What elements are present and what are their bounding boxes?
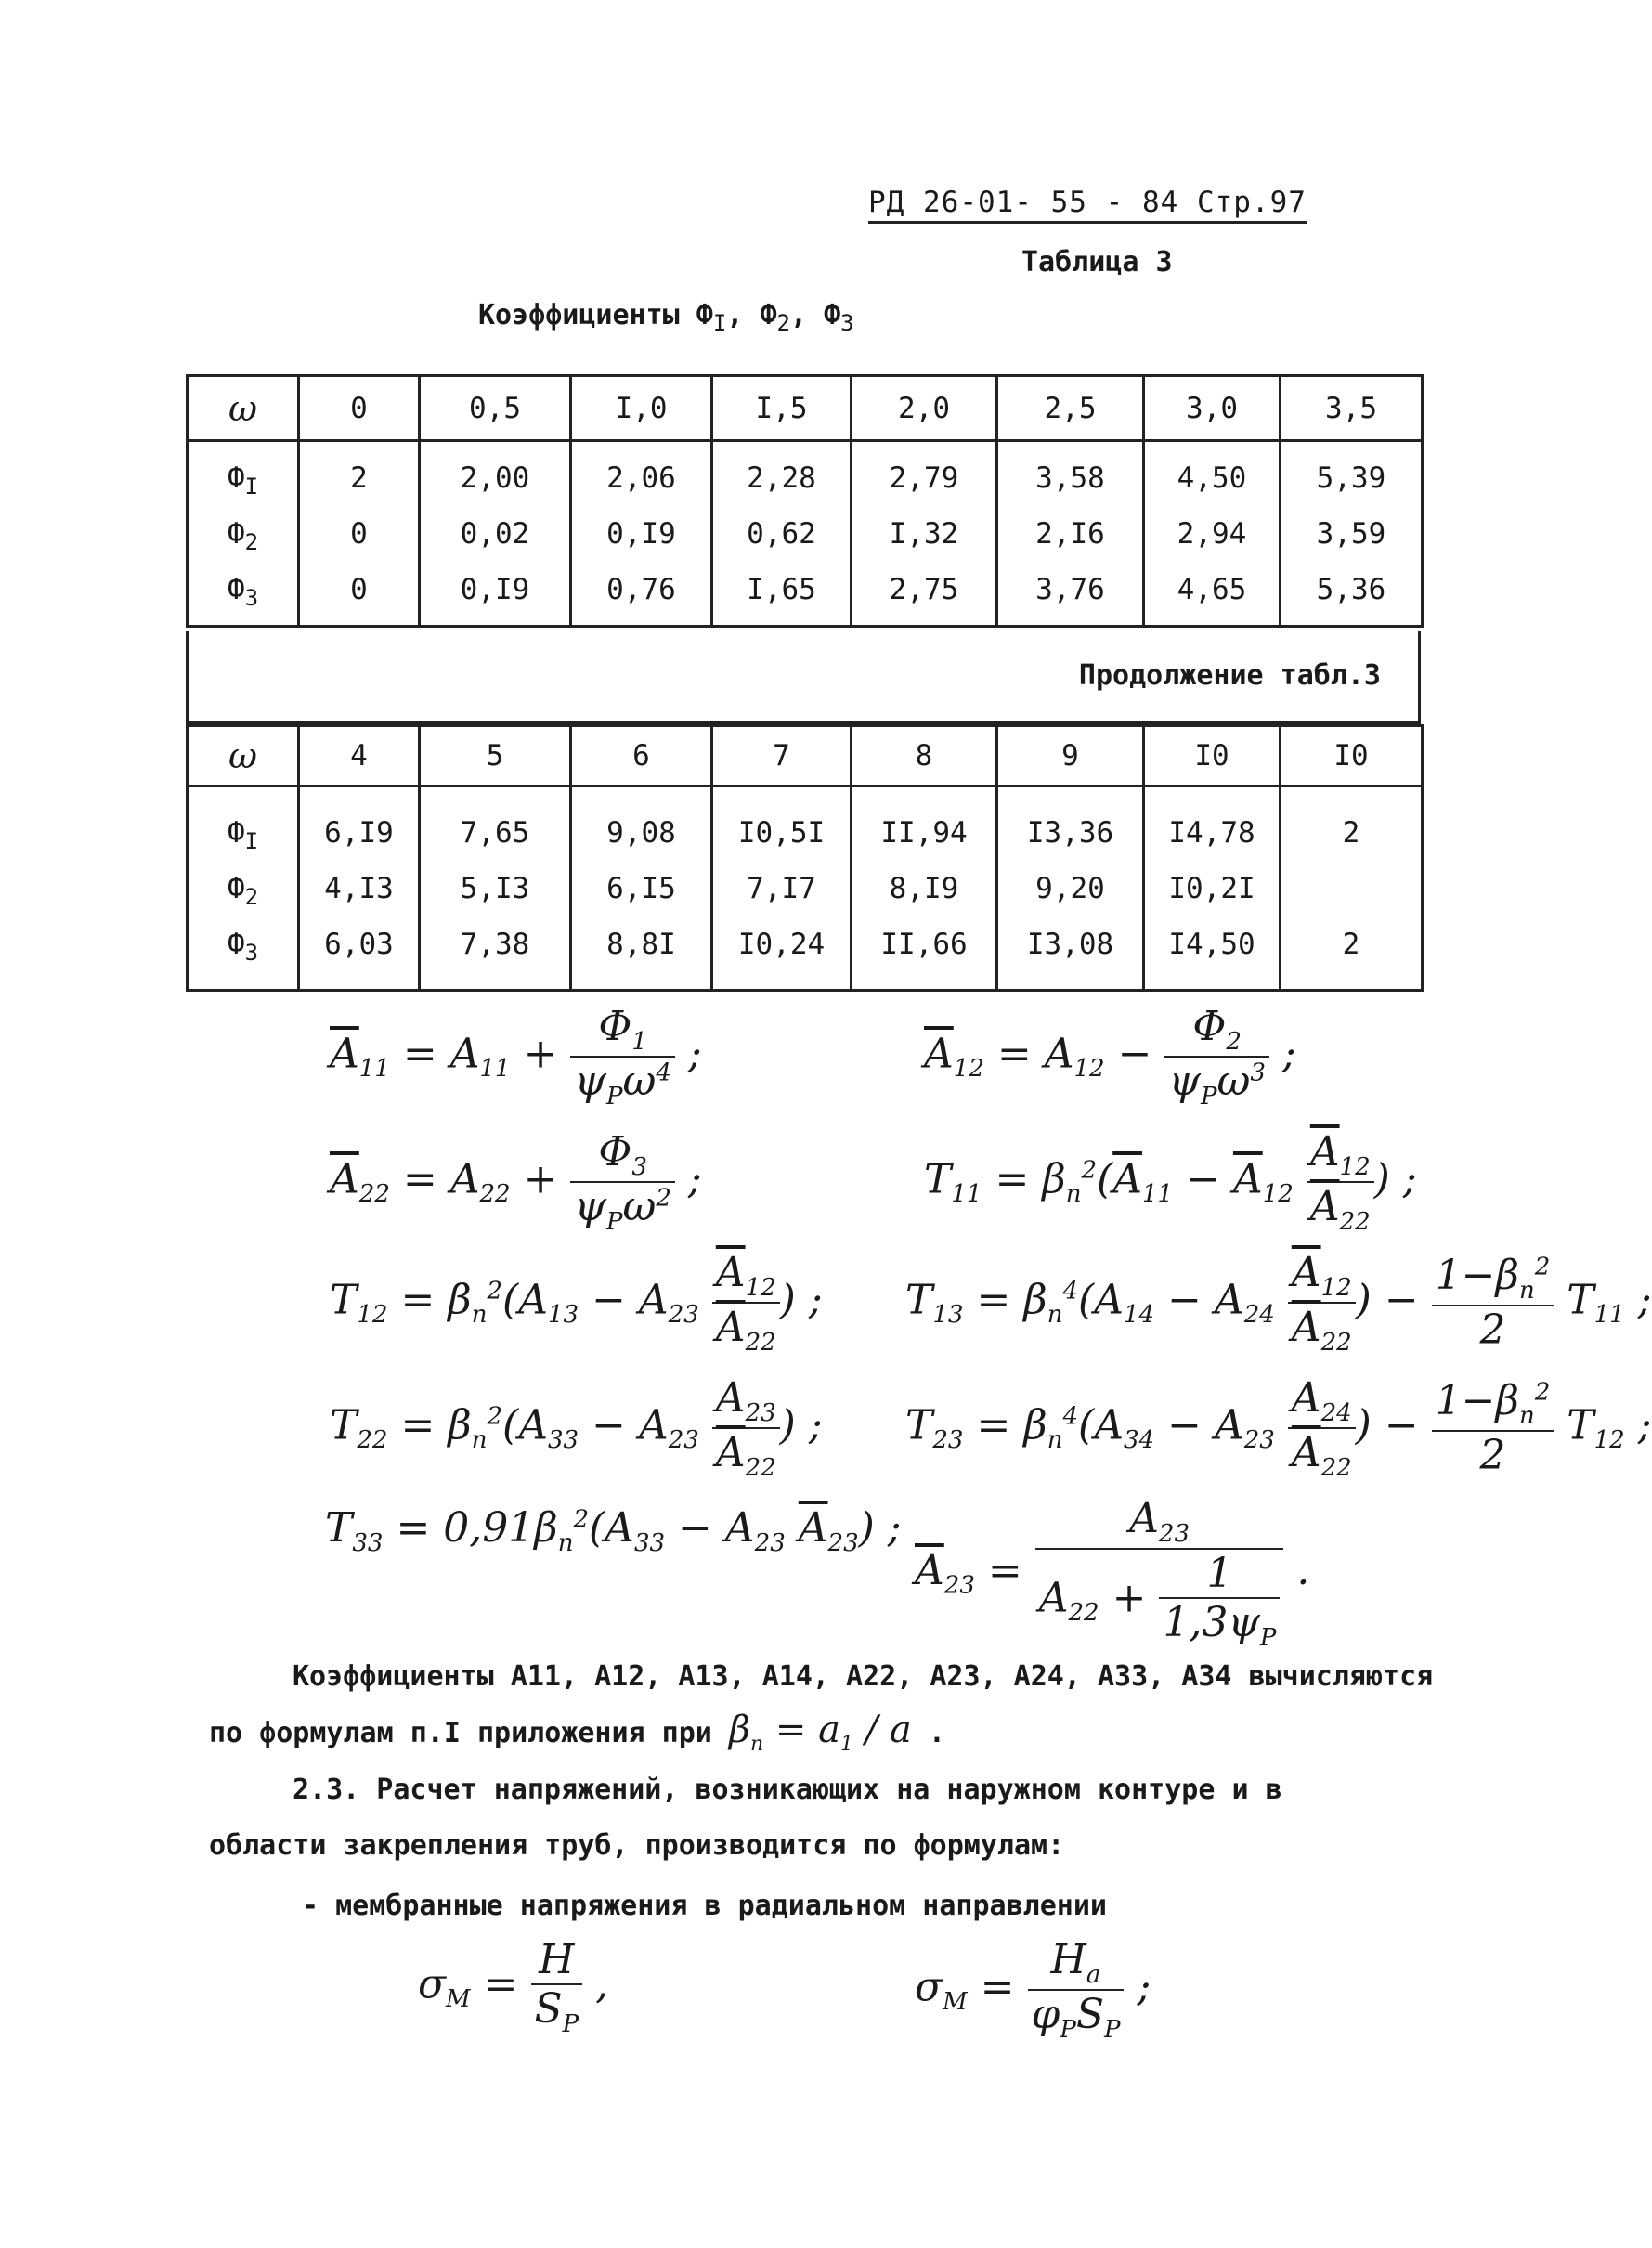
table-body-row (188, 786, 1423, 991)
column-header: 8 (852, 726, 997, 786)
value-cell: 2,79 I,32 2,75 (852, 441, 997, 627)
formula-a11: $\overline{A}_{11} = A_{11}$ + $\frac{\Phi_1}{\psi_P\omega^4}$ ; (330, 1003, 702, 1111)
value-cell: 7,65 5,I3 7,38 (420, 786, 571, 991)
formula-a22: $\overline{A}_{22} = A_{22}$ + $\frac{\Phi_3}{\psi_P\omega^2}$ ; (330, 1128, 702, 1236)
paragraph-2-3-line2: области закрепления труб, производится по формулам: (209, 1829, 1065, 1862)
document-header: РД 26-01- 55 - 84 Стр.97 (868, 186, 1307, 224)
value-cell: I0,5I 7,I7 I0,24 (712, 786, 852, 991)
value-cell: 2 0 0 (299, 441, 420, 627)
value-cell: 9,08 6,I5 8,8I (571, 786, 712, 991)
continuation-label: Продолжение табл.3 (1078, 659, 1381, 692)
value-cell: I4,78 I0,2I I4,50 (1144, 786, 1281, 991)
formula-t13: $T_{13} = \beta_n^4(A_{14} - A_{24}$ $\frac{\overline{A}_{12}}{\overline{A}_{22}}$ ) − $\frac{1-\beta_n^2}{2}$ $T_{11}$ ; (905, 1249, 1652, 1357)
table-header-row (188, 726, 1423, 786)
coefficients-table-1 (186, 374, 1424, 628)
omega-header: ω (188, 376, 299, 441)
formula-a23: $\overline{A}_{23}$ = $A_{23}$ $A_{22}$ + $\frac{1}{1,3\psi_P}$ . (915, 1495, 1310, 1652)
row-labels: $Ф_I$ $Ф_2$ $Ф_3$ (188, 441, 299, 627)
formula-t22: $T_{22} = \beta_n^2(A_{33} - A_{23}$ $\frac{A_{23}}{\overline{A}_{22}}$ ) ; (330, 1374, 823, 1482)
coefficients-table-2 (186, 724, 1424, 992)
column-header: 2,5 (997, 376, 1144, 441)
column-header: 2,0 (852, 376, 997, 441)
paragraph-2-3-line1: 2.3. Расчет напряжений, возникающих на наружном контуре и в (293, 1774, 1282, 1806)
value-cell: 2,00 0,02 0,I9 (420, 441, 571, 627)
continuation-band (186, 631, 1421, 724)
table-label: Таблица 3 (1021, 246, 1173, 279)
value-cell: 3,58 2,I6 3,76 (997, 441, 1144, 627)
formula-a12: $\overline{A}_{12} = A_{12}$ − $\frac{\Phi_2}{\psi_P\omega^3}$ ; (924, 1003, 1296, 1111)
value-cell: 2 2 (1281, 786, 1423, 991)
bullet-membrane-stress: - мембранные напряжения в радиальном направлении (302, 1890, 1107, 1922)
column-header: 0 (299, 376, 420, 441)
paragraph-coefficients-line2: по формулам п.I приложения при $\beta_n = a_1 / a$ . (209, 1709, 945, 1756)
column-header: 7 (712, 726, 852, 786)
formula-t12: $T_{12} = \beta_n^2(A_{13} - A_{23}$ $\frac{\overline{A}_{12}}{\overline{A}_{22}}$ ) ; (330, 1249, 823, 1357)
formula-sigma-m-2: $\sigma_M$ = $\frac{H_a}{\varphi_PS_P}$ ; (915, 1936, 1151, 2044)
column-header: 0,5 (420, 376, 571, 441)
table-body-row (188, 441, 1423, 627)
column-header: 9 (997, 726, 1144, 786)
value-cell: I3,36 9,20 I3,08 (997, 786, 1144, 991)
value-cell: 2,28 0,62 I,65 (712, 441, 852, 627)
column-header: I0 (1144, 726, 1281, 786)
row-labels: $Ф_I$ $Ф_2$ $Ф_3$ (188, 786, 299, 991)
column-header: 5 (420, 726, 571, 786)
paragraph-coefficients-line1: Коэффициенты A11, A12, A13, A14, A22, A23, A24, A33, A34 вычисляются (293, 1660, 1434, 1693)
column-header: 4 (299, 726, 420, 786)
column-header: I,0 (571, 376, 712, 441)
value-cell: 4,50 2,94 4,65 (1144, 441, 1281, 627)
column-header: 3,5 (1281, 376, 1423, 441)
omega-header: ω (188, 726, 299, 786)
formula-sigma-m-1: $\sigma_M$ = $\frac{H}{S_P}$ , (418, 1936, 609, 2038)
formula-t23: $T_{23} = \beta_n^4(A_{34} - A_{23}$ $\frac{A_{24}}{\overline{A}_{22}}$ ) − $\frac{1-\beta_n^2}{2}$ $T_{12}$ ; (905, 1374, 1652, 1482)
value-cell: 6,I9 4,I3 6,03 (299, 786, 420, 991)
column-header: 6 (571, 726, 712, 786)
value-cell: 2,06 0,I9 0,76 (571, 441, 712, 627)
value-cell: II,94 8,I9 II,66 (852, 786, 997, 991)
value-cell: 5,39 3,59 5,36 (1281, 441, 1423, 627)
column-header: 3,0 (1144, 376, 1281, 441)
formula-t33: $T_{33} = 0,91\beta_n^2(A_{33} - A_{23}$ $\overline{A}_{23}$) ; (325, 1504, 902, 1557)
table-caption: Коэффициенты $Ф_I$, $Ф_2$, $Ф_3$ (478, 299, 854, 336)
column-header: I,5 (712, 376, 852, 441)
formula-t11: $T_{11} = \beta_n^2(\overline{A}_{11} - \overline{A}_{12}$ $\frac{\overline{A}_{12}}{\overline{A}_{22}}$ ) ; (924, 1128, 1417, 1236)
table-header-row (188, 376, 1423, 441)
column-header: I0 (1281, 726, 1423, 786)
